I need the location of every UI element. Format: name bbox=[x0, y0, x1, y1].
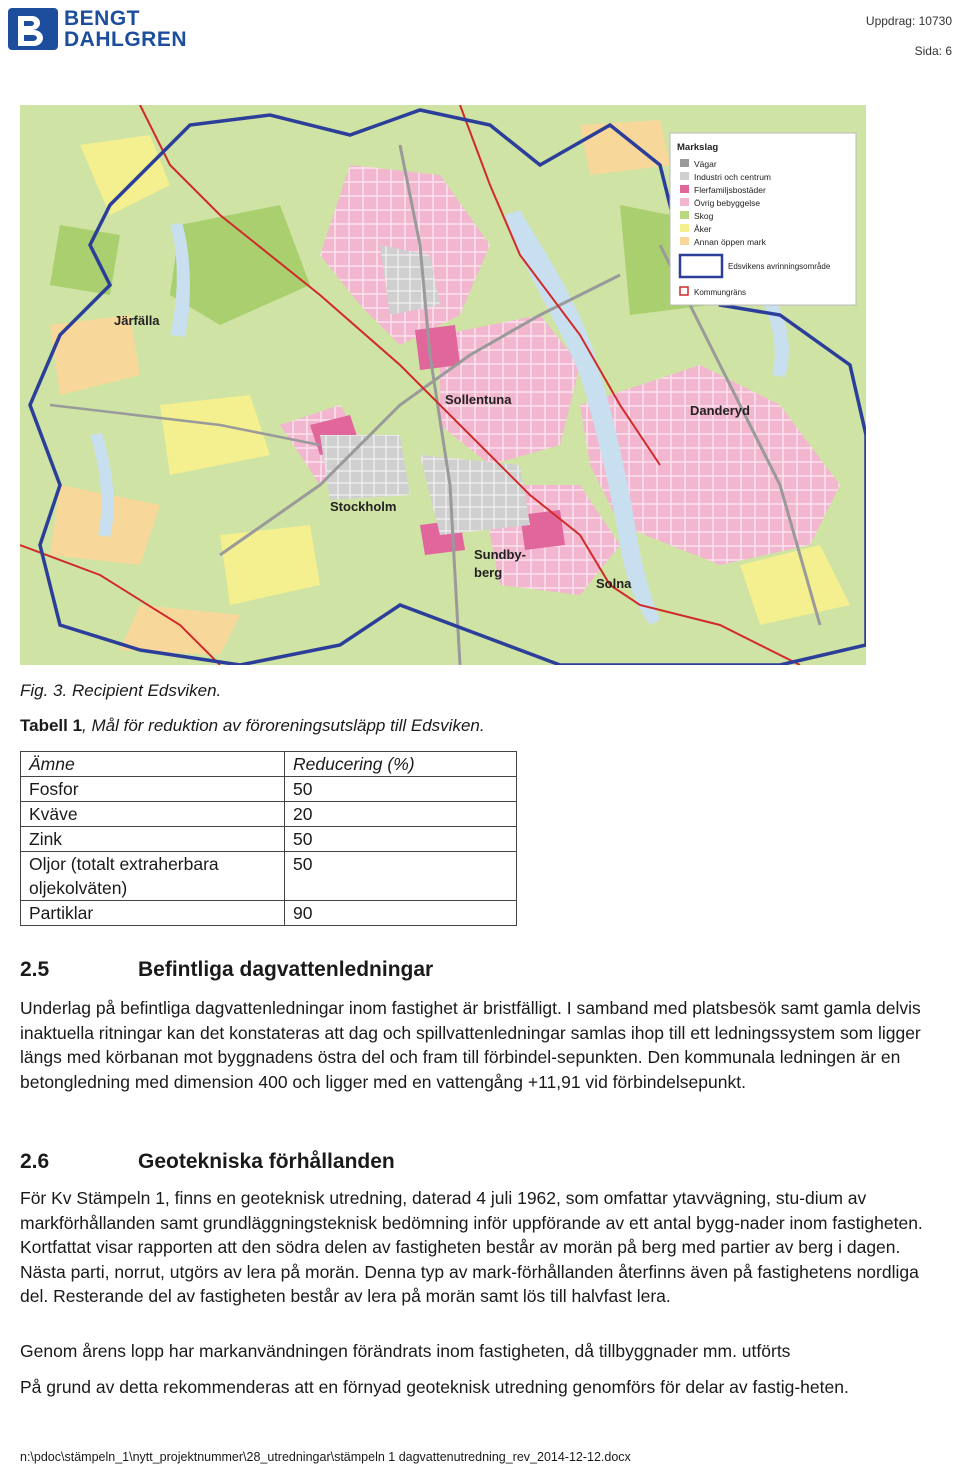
page-number: Sida: 6 bbox=[914, 44, 952, 58]
logo-line-1: BENGT bbox=[64, 7, 140, 30]
table-cell: Fosfor bbox=[21, 777, 285, 802]
border-legend-label: Kommungräns bbox=[694, 288, 747, 297]
table-cell: Partiklar bbox=[21, 901, 285, 926]
section-heading bbox=[20, 958, 433, 982]
table-header-row bbox=[21, 752, 517, 777]
section-number: 2.6 bbox=[20, 1150, 50, 1173]
table-caption bbox=[20, 716, 485, 736]
section-title: Geotekniska förhållanden bbox=[138, 1150, 395, 1173]
place-label: Stockholm bbox=[330, 499, 397, 514]
legend-label: Åker bbox=[694, 224, 712, 234]
place-label: Sollentuna bbox=[445, 392, 512, 407]
legend-label: Flerfamiljsbostäder bbox=[694, 185, 766, 195]
place-label: Järfälla bbox=[114, 313, 160, 328]
table-row bbox=[21, 901, 517, 926]
table-cell: 50 bbox=[285, 852, 517, 901]
legend-swatch bbox=[680, 198, 689, 206]
legend-swatch bbox=[680, 172, 689, 180]
body-paragraph: På grund av detta rekommenderas att en förnyad geoteknisk utredning genomförs för delar av fastig-heten. bbox=[20, 1377, 849, 1397]
legend-swatch bbox=[680, 185, 689, 193]
land-use-map bbox=[20, 105, 866, 665]
legend-swatch bbox=[680, 159, 689, 167]
legend-label: Övrig bebyggelse bbox=[694, 198, 761, 208]
header-cell: Ämne bbox=[21, 752, 285, 777]
map-figure bbox=[20, 105, 866, 665]
legend-label: Vägar bbox=[694, 159, 717, 169]
header-meta bbox=[866, 6, 952, 66]
body-paragraph: Genom årens lopp har markanvändningen förändrats inom fastigheten, då tillbyggnader mm. utförts bbox=[20, 1341, 791, 1361]
map-legend bbox=[670, 133, 856, 305]
catchment-legend-label: Edsvikens avrinningsområde bbox=[728, 262, 831, 271]
table-caption-label: Tabell 1 bbox=[20, 716, 83, 735]
table-row bbox=[21, 802, 517, 827]
table-cell: 50 bbox=[285, 827, 517, 852]
table-row bbox=[21, 827, 517, 852]
legend-label: Annan öppen mark bbox=[694, 237, 766, 247]
file-path-footer: n:\pdoc\stämpeln_1\nytt_projektnummer\28_utredningar\stämpeln 1 dagvattenutredning_rev_2014-12-12.docx bbox=[20, 1450, 631, 1464]
legend-label: Industri och centrum bbox=[694, 172, 772, 182]
place-label: Solna bbox=[596, 576, 632, 591]
place-label: Sundby- bbox=[474, 547, 526, 562]
table-caption-text: , Mål för reduktion av föroreningsutsläpp till Edsviken. bbox=[82, 716, 485, 735]
table-cell: 20 bbox=[285, 802, 517, 827]
table-cell: 50 bbox=[285, 777, 517, 802]
body-paragraph: Underlag på befintliga dagvattenledningar inom fastighet är bristfälligt. I samband med platsbesök samt gamla delvis inaktuella ritningar kan det konstateras att dag och spillvattenledningar samlas ihop till ett ledningssystem som ligger längs med körbanan mot byggnadens östra del och fram till förbindel-sepunkten. Den kommunala ledningen är en betongledning med dimension 400 och ligger med en vattengång +11,91 vid förbindelsepunkt. bbox=[20, 998, 921, 1092]
legend-swatch bbox=[680, 211, 689, 219]
legend-swatch bbox=[680, 237, 689, 245]
section-heading bbox=[20, 1150, 395, 1174]
table-cell: 90 bbox=[285, 901, 517, 926]
table-cell: Kväve bbox=[21, 802, 285, 827]
legend-swatch bbox=[680, 224, 689, 232]
table-cell: Oljor (totalt extraherbara oljekolväten) bbox=[21, 852, 285, 901]
company-logo bbox=[8, 6, 187, 52]
table-row bbox=[21, 777, 517, 802]
section-number: 2.5 bbox=[20, 958, 50, 981]
header-cell: Reducering (%) bbox=[285, 752, 517, 777]
table-cell: Zink bbox=[21, 827, 285, 852]
section-title: Befintliga dagvattenledningar bbox=[138, 958, 434, 981]
place-label: Danderyd bbox=[690, 403, 750, 418]
figure-caption: Fig. 3. Recipient Edsviken. bbox=[20, 681, 222, 700]
legend-label: Skog bbox=[694, 211, 714, 221]
place-label: berg bbox=[474, 565, 503, 580]
legend-title: Markslag bbox=[677, 142, 719, 153]
reduction-goals-table bbox=[20, 751, 517, 926]
body-paragraph: För Kv Stämpeln 1, finns en geoteknisk utredning, daterad 4 juli 1962, som omfattar ytavvägning, stu-dium av markförhållanden samt grundläggningsteknisk bedömning inför uppförande av ett antal bygg-nader inom fastigheten. Kortfattat visar rapporten att den södra delen av fastigheten består av morän på berg med partier av berg i dagen. Nästa parti, norrut, utgörs av lera på morän. Denna typ av mark-förhållanden återfinns även på fastighetens nordliga del. Resterande del av fastigheten består av lera på morän samt lös till halvfast lera. bbox=[20, 1188, 923, 1306]
logo-line-2: DAHLGREN bbox=[64, 28, 187, 51]
assignment-number: Uppdrag: 10730 bbox=[865, 14, 952, 28]
table-row bbox=[21, 852, 517, 901]
bd-logo-icon bbox=[8, 6, 58, 52]
